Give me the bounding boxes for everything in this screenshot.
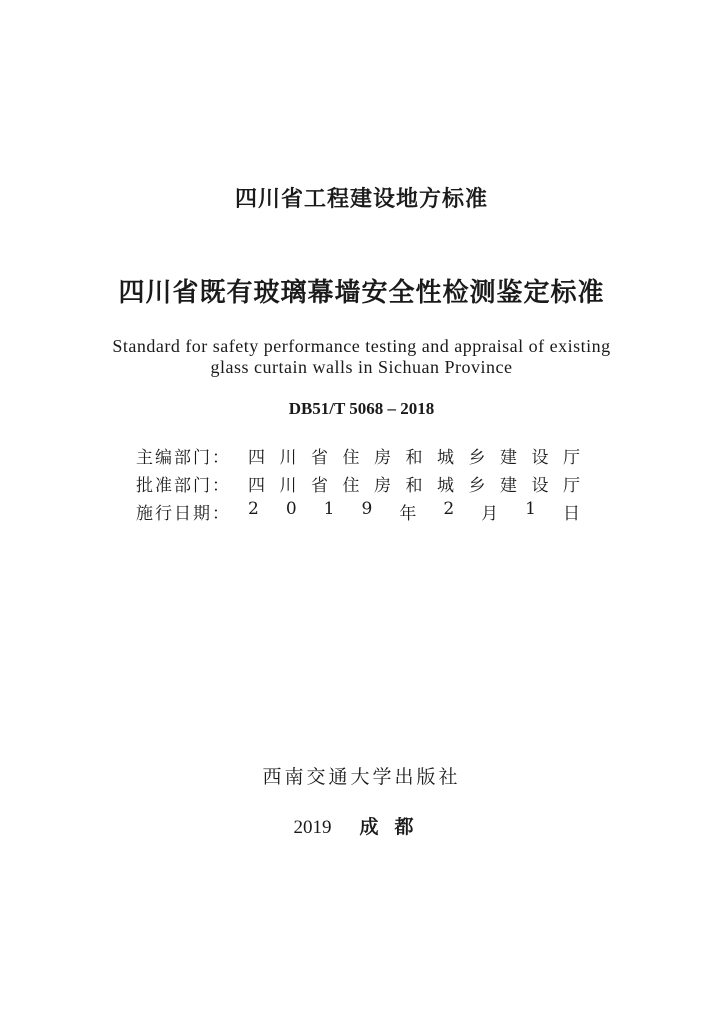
approver-row [136,469,596,497]
date-char: 1 [525,498,536,519]
editor-char: 城 [437,447,454,468]
date-char: 2 [443,498,455,519]
approver-char: 川 [279,475,297,496]
editor-char: 川 [279,447,297,468]
standard-title-english [0,336,723,378]
approver-value [248,471,580,496]
effective-date-label: 施行日期： [136,503,231,524]
editor-char: 和 [405,447,423,468]
editor-row [136,441,596,469]
approver-char: 住 [342,475,360,496]
standard-title-english-line-1: Standard for safety performance testing and appraisal of existing [112,336,611,356]
date-char: 0 [285,498,297,519]
editor-value [248,443,580,468]
editor-char: 建 [500,447,517,468]
approver-label: 批准部门： [136,475,231,496]
date-char: 日 [562,503,580,524]
editor-char: 省 [311,447,328,468]
approver-char: 厅 [563,475,580,496]
date-char: 2 [248,498,259,519]
editor-char: 房 [374,447,391,468]
editor-char: 住 [342,447,360,468]
imprint-line [0,812,723,839]
imprint-city: 成都 [359,816,430,838]
date-char: 9 [361,498,373,519]
editor-char: 厅 [563,447,580,468]
approver-char: 和 [405,475,423,496]
editor-char: 四 [248,447,265,468]
approver-char: 设 [531,475,549,496]
approver-char: 房 [374,475,391,496]
editor-char: 乡 [468,447,486,468]
approver-char: 建 [500,475,517,496]
publisher-name: 西南交通大学出版社 [262,766,461,788]
standard-title-english-line-2: glass curtain walls in Sichuan Province [210,357,513,377]
effective-date-row [136,497,596,525]
effective-date-value [248,499,580,524]
date-char: 年 [399,503,417,524]
standard-title-chinese: 四川省既有玻璃幕墙安全性检测鉴定标准 [118,278,605,308]
approver-char: 城 [437,475,454,496]
approver-char: 省 [311,475,328,496]
approver-char: 乡 [468,475,486,496]
editor-char: 设 [531,447,549,468]
approver-char: 四 [248,475,265,496]
imprint-year: 2019 [293,817,332,838]
standard-metadata [136,441,596,525]
date-char: 1 [323,498,335,519]
standard-series-heading: 四川省工程建设地方标准 [234,187,488,212]
editor-label: 主编部门： [136,447,231,468]
standard-code: DB51/T 5068 – 2018 [288,399,435,418]
date-char: 月 [481,503,499,524]
